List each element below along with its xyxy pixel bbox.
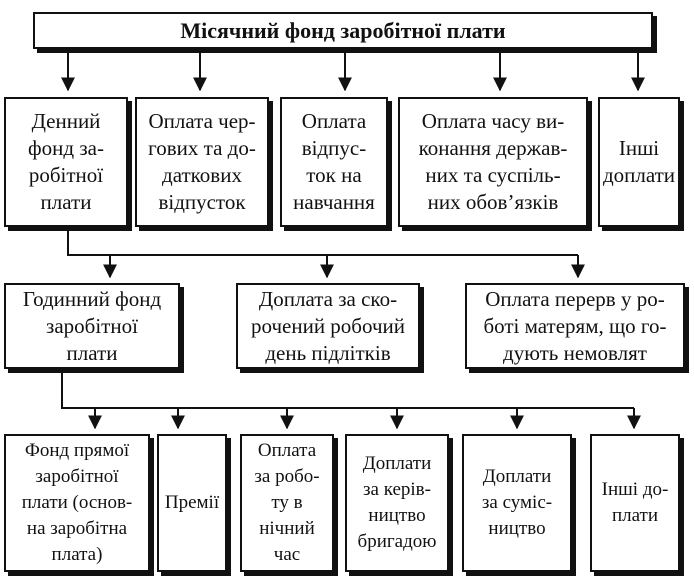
hourly-fund-label: Годинний фонд заробітної плати (22, 286, 162, 365)
nursing-breaks-box (465, 283, 685, 369)
vacation-pay-label: Оплата чер- гових та до- даткових відпусток (148, 109, 256, 214)
nursing-breaks-label: Оплата перерв у ро- боті матерям, що го- дують немовлят (483, 286, 667, 365)
daily-fund-label: Денний фонд за- робітної плати (28, 109, 104, 214)
public-duties-box (398, 97, 588, 227)
bonuses-box (157, 434, 227, 572)
vacation-pay-box (135, 97, 269, 227)
combining-jobs-box (462, 434, 572, 572)
other-payments-label-2: Інші до- плати (601, 479, 669, 526)
combining-jobs-label: Доплати за суміс- ництво (481, 466, 553, 539)
study-leave-label: Оплата відпус- ток на навчання (293, 109, 375, 214)
direct-wage-fund-box (4, 434, 150, 572)
direct-wage-fund-label: Фонд прямої заробітної плати (основ- на заробітна плата) (21, 440, 133, 565)
diagram-title: Місячний фонд заробітної плати (180, 18, 506, 43)
study-leave-box (280, 97, 388, 227)
other-payments-box-2 (590, 434, 680, 572)
bus-line-1 (68, 227, 578, 255)
teen-shortened-day-label: Доплата за ско- рочений робочий день підлітків (251, 286, 405, 365)
teen-shortened-day-box (236, 283, 420, 369)
brigade-lead-box (345, 434, 449, 572)
bonuses-label: Премії (164, 492, 220, 513)
public-duties-label: Оплата часу ви- конання держав- них та суспіль- них обов’язків (418, 109, 568, 214)
daily-fund-box (4, 97, 128, 227)
title-box (33, 12, 653, 49)
bus-line-2 (62, 368, 634, 408)
other-payments-box-1 (598, 97, 680, 227)
hourly-fund-box (4, 283, 180, 369)
other-payments-label-1: Інші доплати (602, 136, 676, 187)
night-work-box (240, 434, 334, 572)
brigade-lead-label: Доплати за керів- ництво бригадою (357, 453, 437, 552)
night-work-label: Оплата за робо- ту в нічний час (254, 440, 320, 565)
